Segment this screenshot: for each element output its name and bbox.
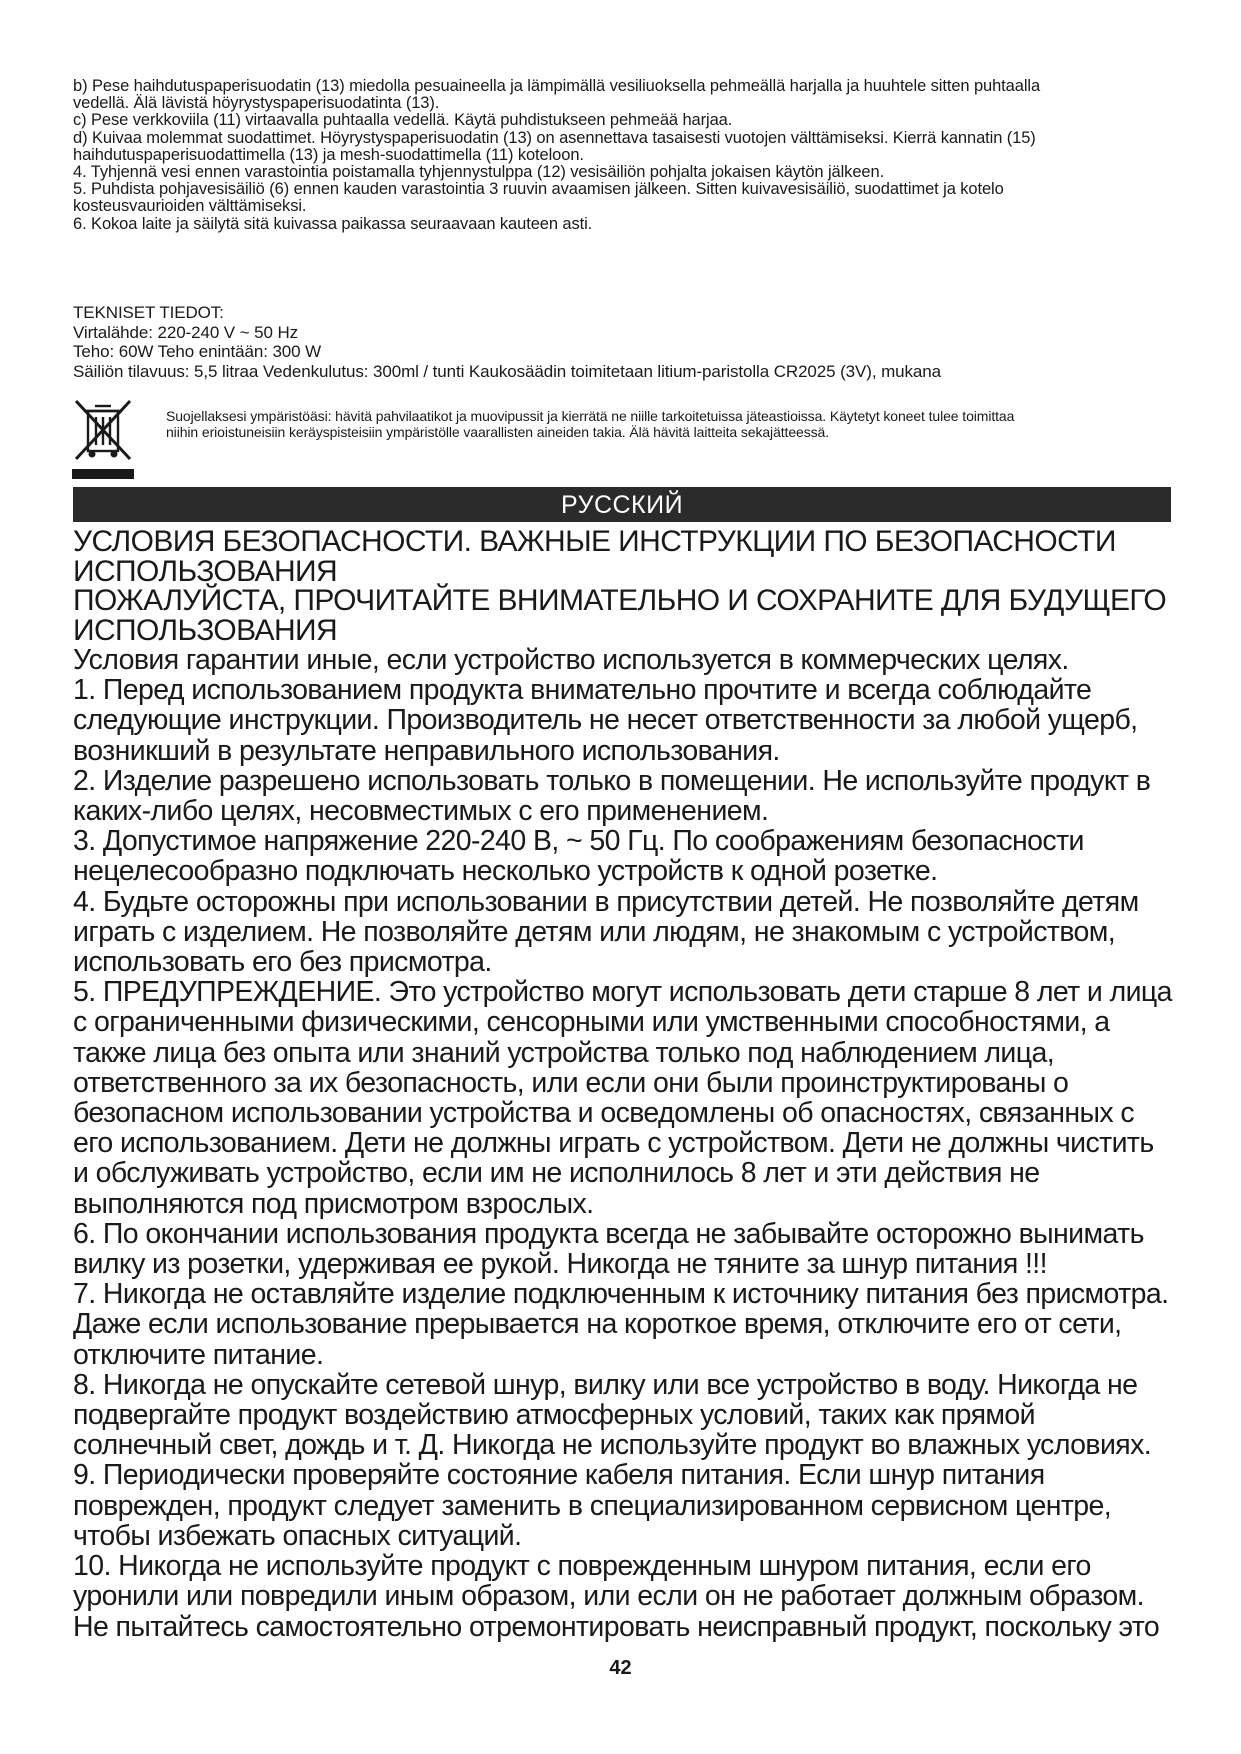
safety-instruction-line: 1. Перед использованием продукта внимательно прочтите и всегда соблюдайте — [73, 674, 1092, 707]
safety-instruction-line: его использованием. Дети не должны играть с устройством. Дети не должны чистить — [73, 1127, 1154, 1160]
safety-instruction-line: нецелесообразно подключать несколько устройств к одной розетке. — [73, 855, 938, 888]
safety-instruction-line: 8. Никогда не опускайте сетевой шнур, вилку или все устройство в воду. Никогда не — [73, 1368, 1138, 1401]
safety-instruction-line: 9. Периодически проверяйте состояние кабеля питания. Если шнур питания — [73, 1459, 1045, 1492]
care-instruction-line: vedellä. Älä lävistä höyrystyspaperisuodatinta (13). — [73, 94, 440, 113]
safety-instruction-line: чтобы избежать опасных ситуаций. — [73, 1519, 522, 1552]
safety-instruction-line: 4. Будьте осторожны при использовании в присутствии детей. Не позволяйте детям — [73, 885, 1139, 918]
recycling-notice-line: niihin erioistuneisiin keräyspisteisiin ympäristölle vaarallisten aineiden takia. Älä hävitä laitteita sekajätteessä. — [166, 424, 829, 440]
safety-instruction-line: безопасном использовании устройства и осведомлены об опасностях, связанных с — [73, 1097, 1135, 1130]
page-number: 42 — [609, 1657, 632, 1679]
safety-instruction-line: подвергайте продукт воздействию атмосферных условий, таких как прямой — [73, 1399, 1035, 1432]
safety-title — [73, 527, 1183, 645]
safety-instruction-line: возникший в результате неправильного использования. — [73, 734, 780, 767]
safety-instructions — [73, 645, 1183, 1642]
care-instruction-line: haihdutuspaperisuodattimella (13) ja mesh-suodattimella (11) koteloon. — [73, 145, 584, 164]
finnish-technical-data — [73, 303, 1173, 381]
safety-instruction-line: и обслуживать устройство, если им не исполнилось 8 лет и эти действия не — [73, 1157, 1040, 1190]
safety-title-line: ИСПОЛЬЗОВАНИЯ — [73, 613, 338, 647]
safety-instruction-line: использовать его без присмотра. — [73, 946, 492, 979]
safety-instruction-line: солнечный свет, дождь и т. Д. Никогда не используйте продукт во влажных условиях. — [73, 1429, 1152, 1462]
safety-instruction-line: Условия гарантии иные, если устройство используется в коммерческих целях. — [73, 644, 1069, 676]
safety-instruction-line: Даже если использование прерывается на короткое время, отключите его от сети, — [73, 1308, 1122, 1341]
recycling-notice — [166, 408, 1176, 440]
safety-instruction-line: с ограниченными физическими, сенсорными или умственными способностями, а — [73, 1006, 1110, 1039]
care-instruction-line: kosteusvaurioiden välttämiseksi. — [73, 197, 307, 216]
tech-spec-line: Virtalähde: 220-240 V ~ 50 Hz — [73, 322, 299, 342]
safety-title-line: ИСПОЛЬЗОВАНИЯ — [73, 554, 338, 588]
crossed-out-wheelie-bin-icon — [72, 397, 134, 479]
safety-instruction-line: выполняются под присмотром взрослых. — [73, 1187, 594, 1220]
russian-safety-section — [73, 527, 1183, 1642]
safety-instruction-line: ответственного за их безопасность, или если они были проинструктированы о — [73, 1066, 1069, 1099]
tech-spec-line: Teho: 60W Teho enintään: 300 W — [73, 342, 322, 361]
safety-instruction-line: поврежден, продукт следует заменить в специализированном сервисном центре, — [73, 1489, 1112, 1522]
safety-instruction-line: также лица без опыта или знаний устройства только под наблюдением лица, — [73, 1036, 1055, 1069]
care-instruction-line: b) Pese haihdutuspaperisuodatin (13) miedolla pesuaineella ja lämpimällä vesiliuoksella pehmeällä harjalla ja huuhtele sitten puhtaalla — [73, 77, 1041, 95]
safety-instruction-line: уронили или повредили иным образом, или если он не работает должным образом. — [73, 1580, 1144, 1613]
care-instruction-line: 4. Tyhjennä vesi ennen varastointia poistamalla tyhjennystulppa (12) vesisäiliön pohjalta jokaisen käytön jälkeen. — [73, 163, 885, 182]
safety-instruction-line: каких-либо целях, несовместимых с его применением. — [73, 795, 769, 828]
safety-instruction-line: 7. Никогда не оставляйте изделие подключенным к источнику питания без присмотра. — [73, 1278, 1169, 1311]
safety-instruction-line: 6. По окончании использования продукта всегда не забывайте осторожно вынимать — [73, 1217, 1144, 1250]
safety-instruction-line: 5. ПРЕДУПРЕЖДЕНИЕ. Это устройство могут использовать дети старше 8 лет и лица — [73, 976, 1172, 1009]
tech-title: TEKNISET TIEDOT: — [73, 303, 224, 322]
safety-instruction-line: играть с изделием. Не позволяйте детям или людям, не знакомым с устройством, — [73, 915, 1116, 948]
care-instruction-line: d) Kuivaa molemmat suodattimet. Höyrystyspaperisuodatin (13) on asennettava tasaisesti vuotojen välttämiseksi. Kierrä kannatin (15) — [73, 128, 1036, 147]
finnish-care-instructions — [73, 78, 1173, 233]
safety-instruction-line: 3. Допустимое напряжение 220-240 В, ~ 50 Гц. По соображениям безопасности — [73, 825, 1084, 858]
safety-instruction-line: 2. Изделие разрешено использовать только в помещении. Не используйте продукт в — [73, 764, 1151, 797]
safety-instruction-line: Не пытайтесь самостоятельно отремонтировать неисправный продукт, поскольку это — [73, 1610, 1160, 1643]
language-section-header: РУССКИЙ — [73, 487, 1171, 522]
safety-instruction-line: вилку из розетки, удерживая ее рукой. Никогда не тяните за шнур питания !!! — [73, 1248, 1047, 1281]
care-instruction-line: c) Pese verkkoviila (11) virtaavalla puhtaalla vedellä. Käytä puhdistukseen pehmeää harjaa. — [73, 111, 733, 130]
safety-instruction-line: 10. Никогда не используйте продукт с поврежденным шнуром питания, если его — [73, 1550, 1091, 1583]
safety-title-line: ПОЖАЛУЙСТА, ПРОЧИТАЙТЕ ВНИМАТЕЛЬНО И СОХРАНИТЕ ДЛЯ БУДУЩЕГО — [73, 584, 1167, 617]
safety-instruction-line: следующие инструкции. Производитель не несет ответственности за любой ущерб, — [73, 704, 1138, 737]
care-instruction-line: 6. Kokoa laite ja säilytä sitä kuivassa paikassa seuraavaan kauteen asti. — [73, 214, 593, 233]
safety-instruction-line: отключите питание. — [73, 1338, 324, 1371]
recycling-notice-line: Suojellaksesi ympäristöäsi: hävitä pahvilaatikot ja muovipussit ja kierrätä ne niille tarkoitetuissa jäteastioissa. Käytetyt koneet tulee toimittaa — [166, 408, 1015, 424]
care-instruction-line: 5. Puhdista pohjavesisäiliö (6) ennen kauden varastointia 3 ruuvin avaamisen jälkeen. Sitten kuivavesisäiliö, suodattimet ja kotelo — [73, 180, 1004, 199]
safety-title-line: УСЛОВИЯ БЕЗОПАСНОСТИ. ВАЖНЫЕ ИНСТРУКЦИИ ПО БЕЗОПАСНОСТИ — [73, 525, 1116, 558]
tech-spec-line: Säiliön tilavuus: 5,5 litraa Vedenkulutus: 300ml / tunti Kaukosäädin toimitetaan litium-paristolla CR2025 (3V), mukana — [73, 361, 941, 381]
